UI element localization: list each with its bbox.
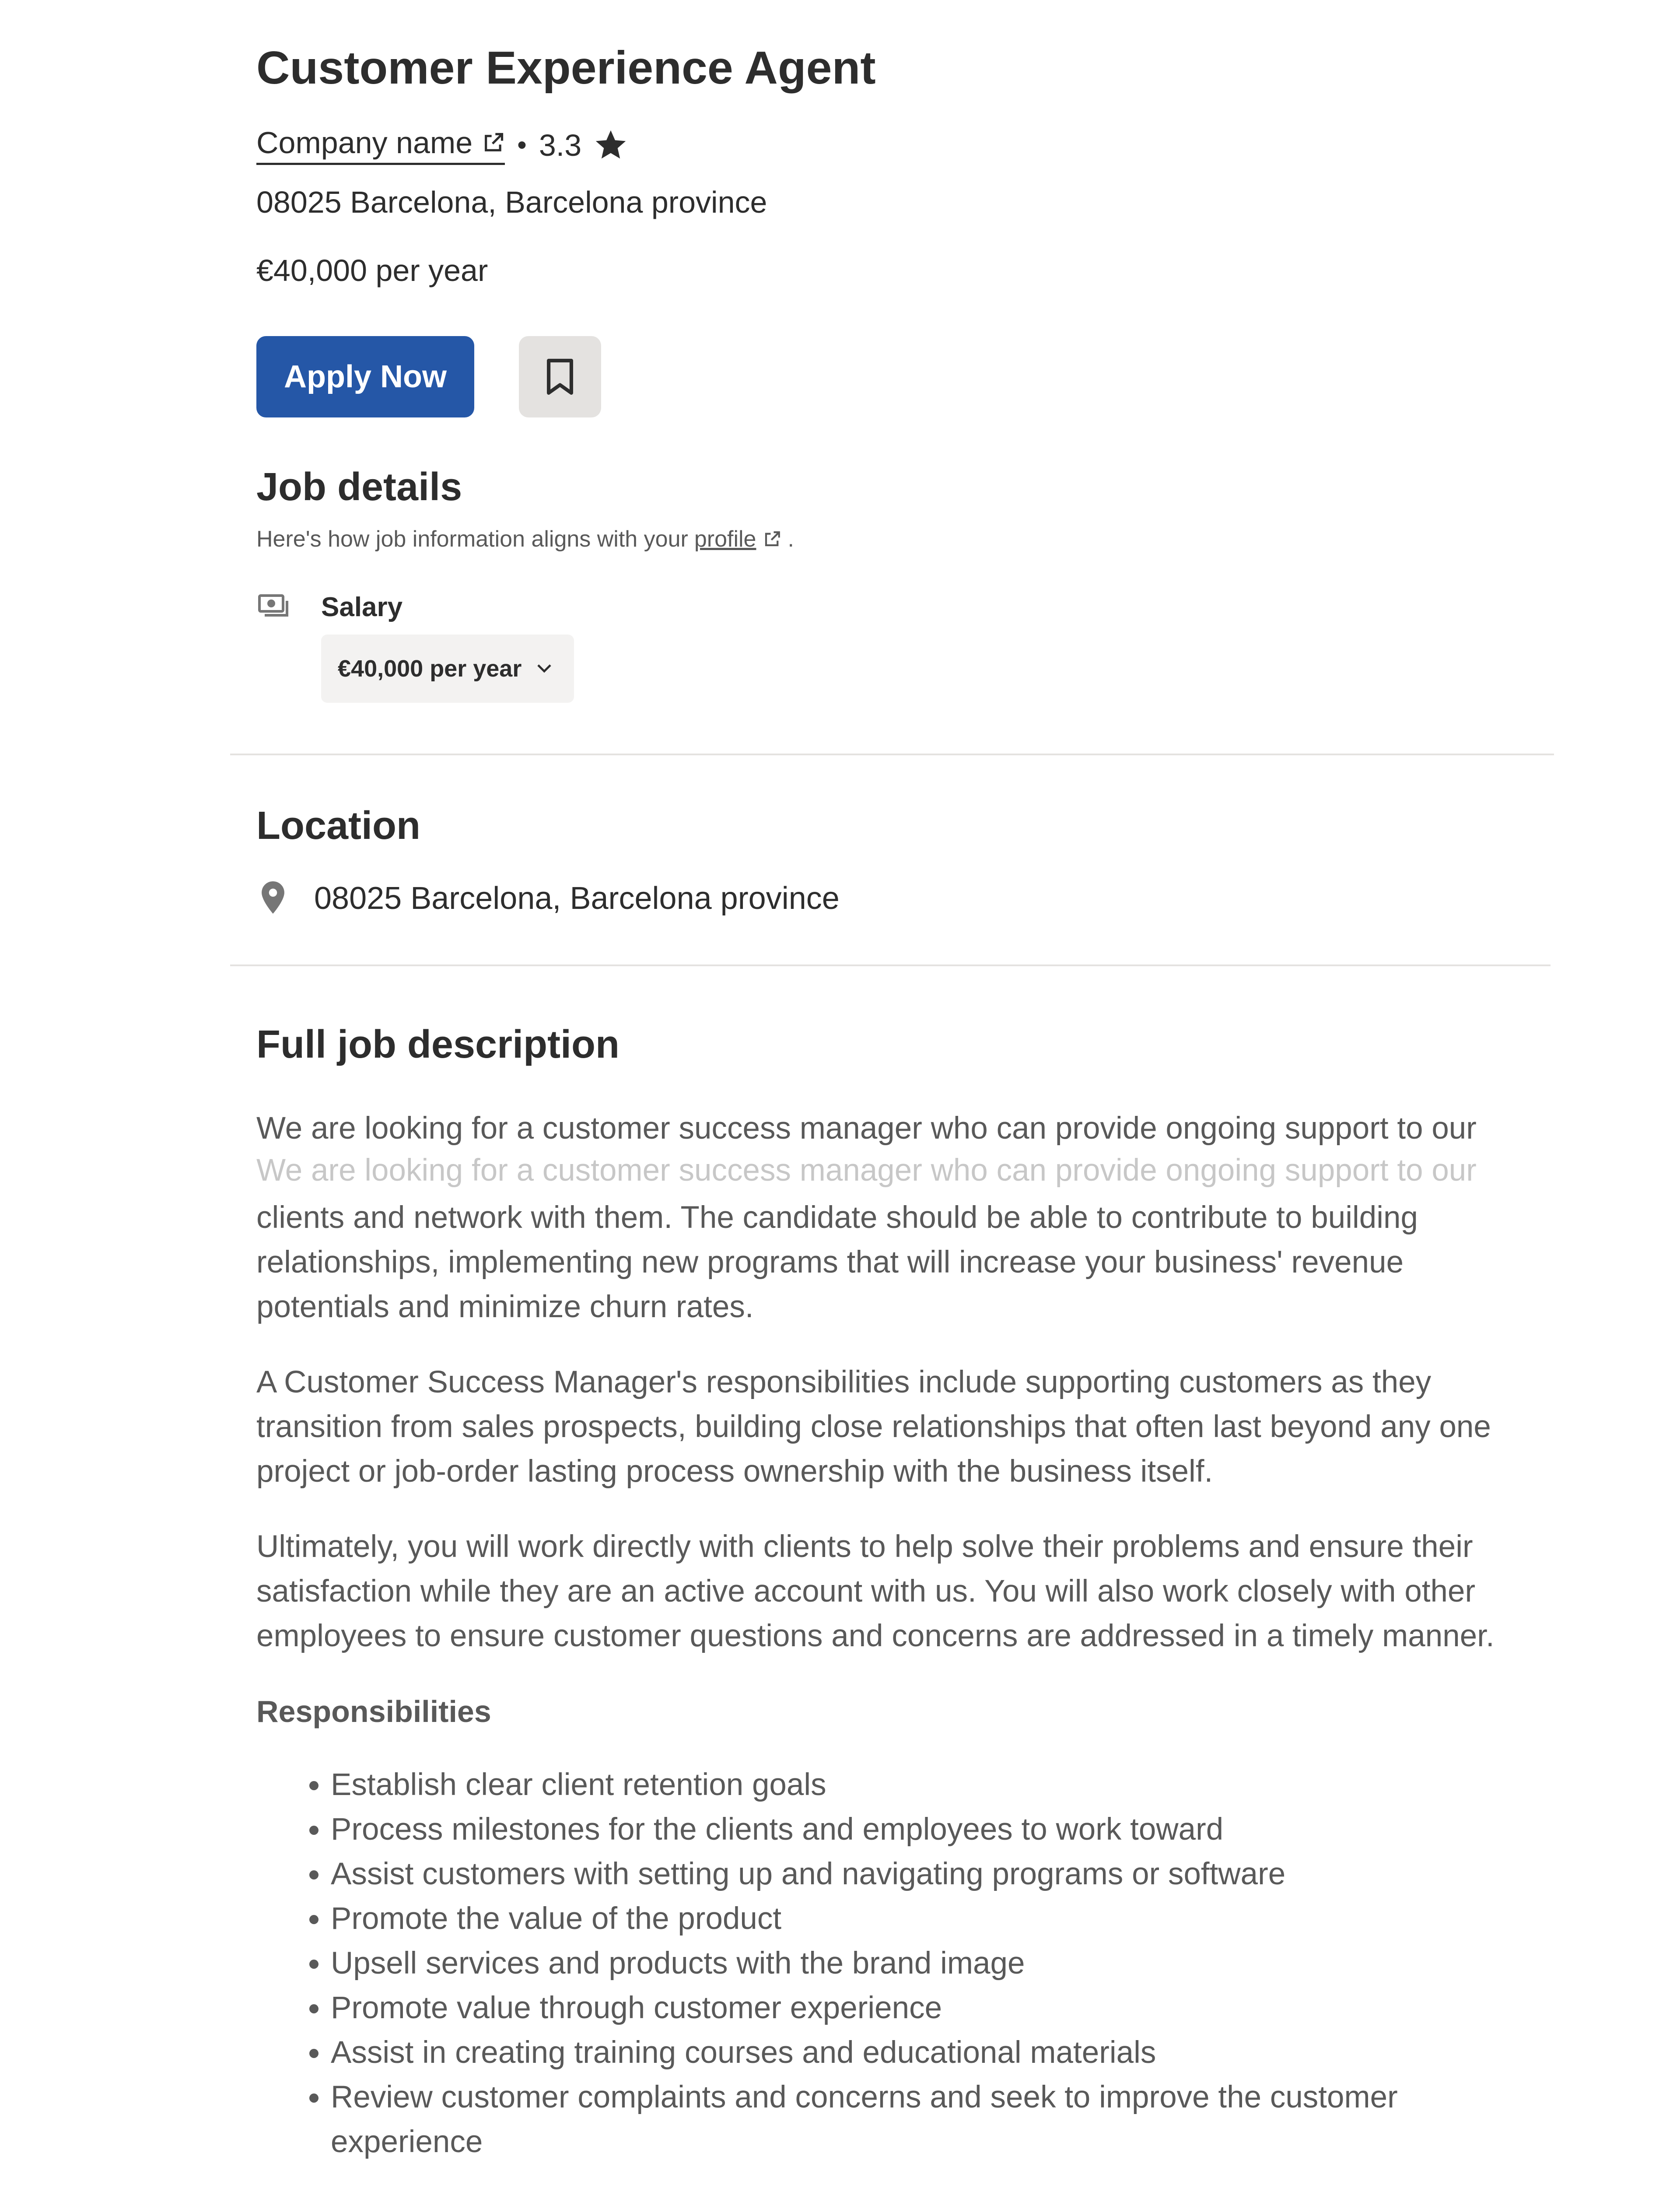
company-name: Company name <box>256 126 473 160</box>
company-name-link[interactable] <box>256 125 505 165</box>
salary-chip[interactable] <box>321 635 574 703</box>
job-details-hint <box>256 526 794 552</box>
overlapping-duplicate-line: We are looking for a customer success manager who can provide ongoing support to our <box>256 1153 1477 1188</box>
map-pin-icon <box>262 881 284 914</box>
divider <box>230 754 1554 755</box>
profile-link[interactable] <box>694 526 782 552</box>
description-paragraph <box>256 1106 1508 1329</box>
chevron-down-icon <box>536 663 552 674</box>
list-item: • Upsell services and products with the brand image <box>331 1941 1508 1986</box>
list-item: • Assist in creating training courses and educational materials <box>331 2030 1508 2075</box>
profile-link-label: profile <box>694 526 756 552</box>
list-item: • Assist customers with setting up and navigating programs or software <box>331 1852 1508 1897</box>
header-location: 08025 Barcelona, Barcelona province <box>256 185 767 219</box>
bookmark-icon <box>544 357 576 397</box>
responsibilities-list <box>256 1763 1508 2164</box>
save-job-button[interactable] <box>519 336 601 417</box>
responsibilities-heading: Responsibilities <box>256 1694 491 1729</box>
apply-now-button[interactable]: Apply Now <box>256 336 474 417</box>
money-icon <box>258 593 290 620</box>
description-paragraph: A Customer Success Manager's responsibilities include supporting customers as they transition from sales prospects, building close relationships that often last beyond any one project or job-order lasting process ownership with the business itself. <box>256 1365 1491 1489</box>
paragraph-first-line: We are looking for a customer success manager who can provide ongoing support to our <box>256 1111 1477 1146</box>
list-item: • Establish clear client retention goals <box>331 1763 1508 1807</box>
job-title: Customer Experience Agent <box>256 42 876 94</box>
separator-dot: • <box>517 130 527 160</box>
company-rating: 3.3 <box>539 128 582 162</box>
list-item: • Review customer complaints and concerns and seek to improve the customer experience <box>331 2075 1508 2164</box>
header-salary: €40,000 per year <box>256 253 488 288</box>
divider <box>230 964 1550 966</box>
company-row <box>256 125 629 165</box>
paragraph-rest: clients and network with them. The candidate should be able to contribute to building relationships, implementing new programs that will increase your business' revenue potentials and minimize churn rates. <box>256 1200 1418 1324</box>
list-item: • Process milestones for the clients and employees to work toward <box>331 1807 1508 1852</box>
external-link-icon <box>763 530 781 548</box>
description-heading: Full job description <box>256 1023 620 1066</box>
list-item: • Promote value through customer experience <box>331 1986 1508 2030</box>
location-heading: Location <box>256 804 420 848</box>
salary-label: Salary <box>321 592 403 622</box>
job-details-heading: Job details <box>256 465 462 509</box>
description-paragraph: Ultimately, you will work directly with clients to help solve their problems and ensure their satisfaction while they are an active account with us. You will also work closely with other employees to ensure customer questions and concerns are addressed in a timely manner. <box>256 1529 1494 1653</box>
external-link-icon <box>482 131 505 154</box>
list-item: • Promote the value of the product <box>331 1897 1508 1941</box>
salary-chip-value: €40,000 per year <box>338 656 522 682</box>
job-description <box>256 1106 1508 2188</box>
hint-end: . <box>788 526 794 552</box>
location-address: 08025 Barcelona, Barcelona province <box>314 881 840 916</box>
star-icon <box>593 127 629 163</box>
hint-text: Here's how job information aligns with your <box>256 526 688 552</box>
